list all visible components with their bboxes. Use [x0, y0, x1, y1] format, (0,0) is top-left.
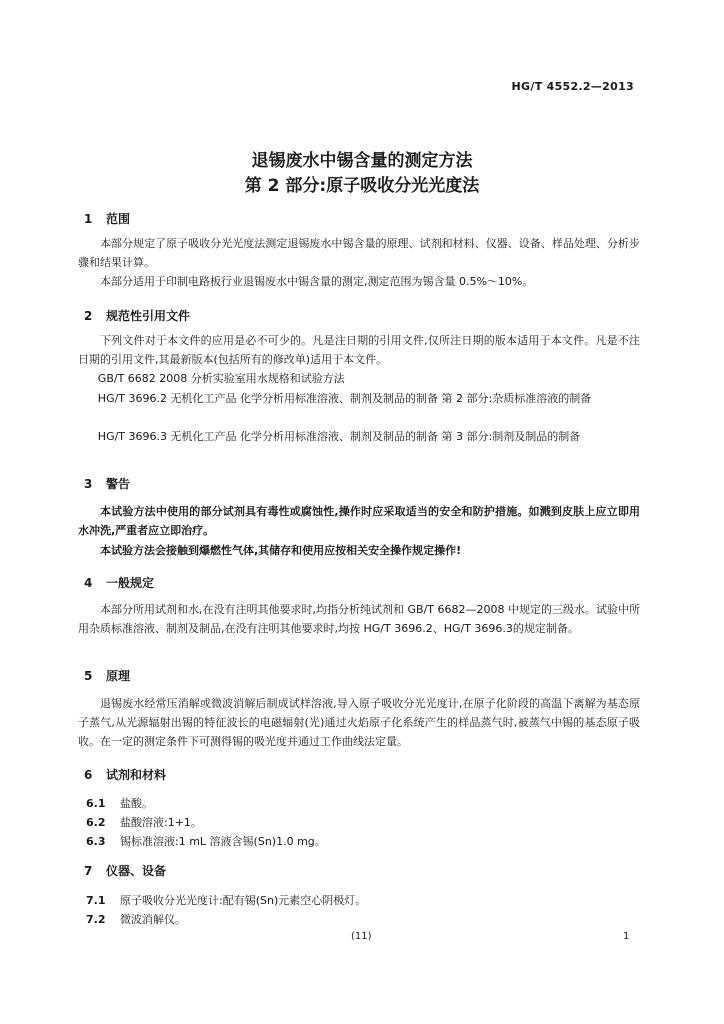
section-heading-3 — [84, 475, 130, 492]
section-number: 5 — [84, 669, 93, 683]
section-title: 原理 — [106, 669, 131, 683]
section-number: 3 — [84, 477, 93, 491]
item-text: 锡标准溶液:1 mL 溶液含锡(Sn)1.0 mg。 — [120, 835, 326, 848]
item-number: 7.1 — [86, 894, 106, 907]
list-item — [86, 892, 366, 908]
item-number: 6.3 — [86, 835, 106, 848]
warning-paragraph: 本试验方法会接触到爆燃性气体,其储存和使用应按相关安全操作规定操作! — [100, 544, 462, 557]
paragraph: 下列文件对于本文件的应用是必不可少的。凡是注日期的引用文件,仅所注日期的版本适用于本文件。凡是不注日期的引用文件,其最新版本(包括所有的修改单)适用于本文件。 — [78, 334, 640, 366]
list-item — [86, 795, 153, 811]
paragraph: 本部分所用试剂和水,在没有注明其他要求时,均指分析纯试剂和 GB/T 6682—2008 中规定的三级水。试验中所用杂质标准溶液、制剂及制品,在没有注明其他要求时,均按 HG/T 3696.2、HG/T 3696.3的规定制备。 — [78, 603, 640, 635]
section-number: 1 — [84, 212, 93, 226]
document-subtitle: 第 2 部分:原子吸收分光光度法 — [244, 176, 480, 196]
section-title: 仪器、设备 — [106, 864, 167, 878]
footer-center-mark: (11) — [351, 931, 372, 942]
section-heading-5 — [84, 667, 130, 684]
item-number: 6.1 — [86, 797, 106, 810]
item-text: 盐酸。 — [120, 797, 153, 810]
section-title: 规范性引用文件 — [106, 309, 191, 323]
section-heading-6 — [84, 766, 166, 783]
section-heading-4 — [84, 574, 154, 591]
section-number: 4 — [84, 576, 93, 590]
section-heading-2 — [84, 307, 190, 324]
reference-item: GB/T 6682 2008 分析实验室用水规格和试验方法 — [97, 372, 345, 385]
reference-item: HG/T 3696.2 无机化工产品 化学分析用标准溶液、制剂及制品的制备 第 2 部分:杂质标准溶液的制备 — [97, 392, 592, 405]
item-text: 盐酸溶液:1+1。 — [120, 816, 202, 829]
section-title: 试剂和材料 — [106, 768, 167, 782]
standard-code: HG/T 4552.2—2013 — [511, 80, 634, 93]
section-title: 警告 — [106, 477, 131, 491]
section-number: 6 — [84, 768, 93, 782]
document-title: 退锡废水中锡含量的测定方法 — [251, 151, 473, 171]
section-title: 一般规定 — [106, 576, 155, 590]
section-heading-1 — [84, 210, 130, 227]
section-number: 7 — [84, 864, 93, 878]
item-number: 6.2 — [86, 816, 106, 829]
paragraph: 退锡废水经常压消解或微波消解后制成试样溶液,导入原子吸收分光光度计,在原子化阶段的高温下离解为基态原子蒸气,从光源辐射出锡的特征波长的电磁辐射(光)通过火焰原子化系统产生的样品蒸气时,被蒸气中锡的基态原子吸收。在一定的测定条件下可测得锡的吸光度并通过工作曲线法定量。 — [78, 697, 640, 748]
page-number: 1 — [623, 931, 630, 942]
paragraph: 本部分规定了原子吸收分光光度法测定退锡废水中锡含量的原理、试剂和材料、仪器、设备、样品处理、分析步骤和结果计算。 — [78, 237, 640, 269]
section-number: 2 — [84, 309, 93, 323]
paragraph: 本部分适用于印制电路板行业退锡废水中锡含量的测定,测定范围为锡含量 0.5%～10%。 — [100, 275, 534, 288]
item-text: 原子吸收分光光度计:配有锡(Sn)元素空心阴极灯。 — [120, 894, 367, 907]
section-title: 范围 — [106, 212, 131, 226]
list-item — [86, 911, 186, 927]
section-heading-7 — [84, 862, 166, 879]
list-item — [86, 833, 326, 849]
item-number: 7.2 — [86, 913, 106, 926]
list-item — [86, 814, 202, 830]
reference-item: HG/T 3696.3 无机化工产品 化学分析用标准溶液、制剂及制品的制备 第 3 部分:制剂及制品的制备 — [97, 430, 581, 443]
warning-paragraph: 本试验方法中使用的部分试剂具有毒性或腐蚀性,操作时应采取适当的安全和防护措施。如溅到皮肤上应立即用水冲洗,严重者应立即治疗。 — [78, 505, 640, 537]
item-text: 微波消解仪。 — [120, 913, 186, 926]
